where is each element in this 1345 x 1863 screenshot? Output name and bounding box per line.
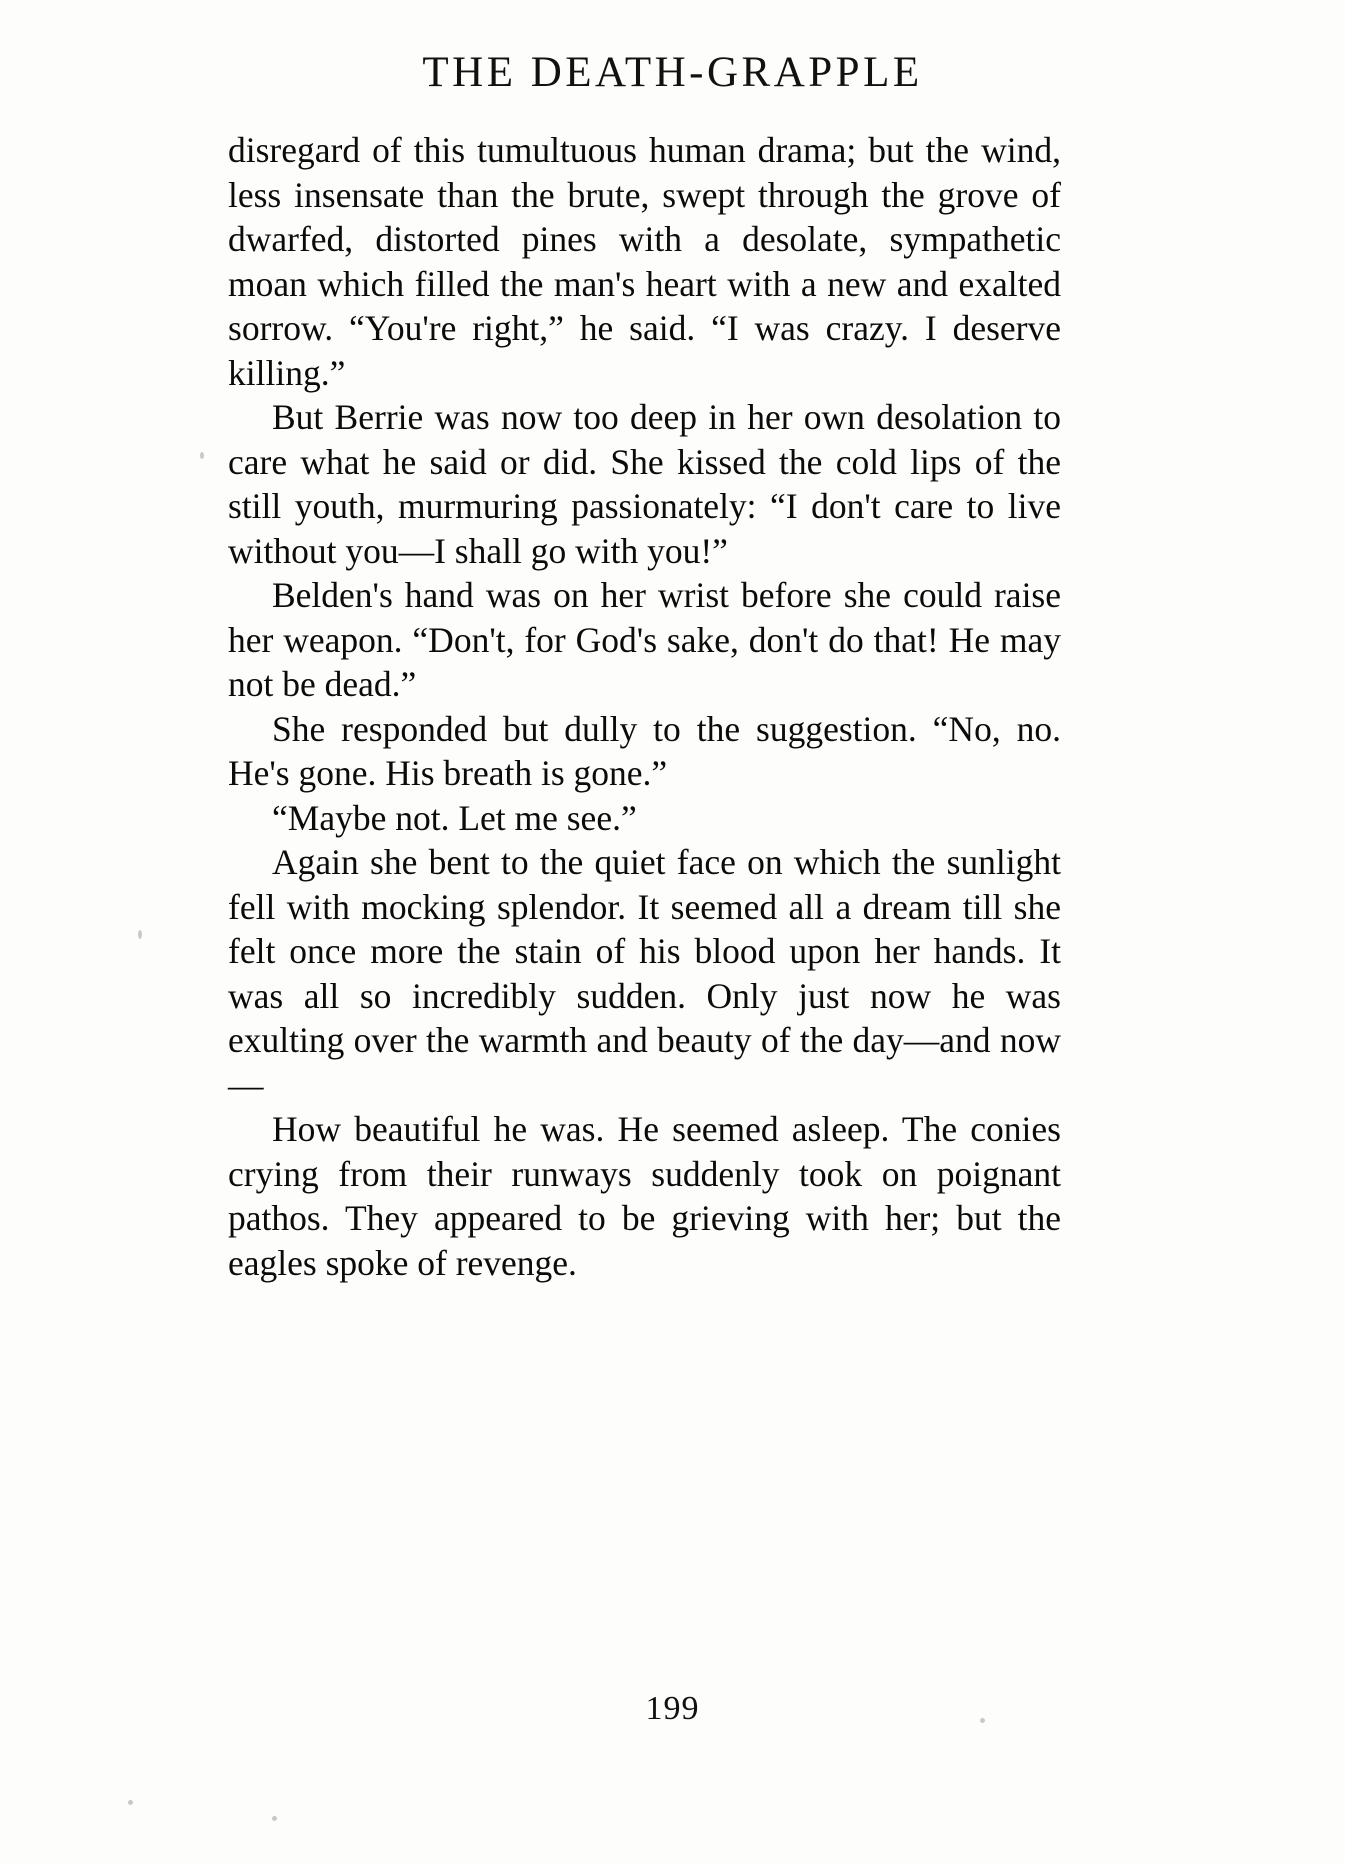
paragraph: How beautiful he was. He seemed asleep. The conies crying from their runways suddenly took on poignant pathos. They appeared to be grieving with her; but the eagles spoke of revenge. bbox=[228, 1109, 1061, 1283]
paragraph: Belden's hand was on her wrist before she could raise her weapon. “Don't, for God's sake, don't do that! He may not be dead.” bbox=[228, 575, 1061, 704]
paragraph: disregard of this tumultuous human drama; but the wind, less insensate than the brute, swept through the grove of dwarfed, distorted pines with a desolate, sympathetic moan which filled the man's heart with a new and exalted sorrow. “You're right,” he said. “I was crazy. I deserve killing.” bbox=[228, 130, 1061, 393]
paragraph: Again she bent to the quiet face on which the sunlight fell with mocking splendor. It seemed all a dream till she felt once more the stain of his blood upon her hands. It was all so incredibly sudden. Only just now he was exulting over the warmth and beauty of the day—and now— bbox=[228, 842, 1061, 1105]
paper-speck-icon bbox=[200, 452, 204, 459]
paper-speck-icon bbox=[128, 1800, 133, 1805]
page-running-head: THE DEATH-GRAPPLE bbox=[422, 49, 923, 96]
paper-speck-icon bbox=[980, 1718, 985, 1723]
paragraph: She responded but dully to the suggestion. “No, no. He's gone. His breath is gone.” bbox=[228, 708, 1061, 793]
paper-speck-icon bbox=[138, 930, 142, 939]
page-number: 199 bbox=[645, 1690, 700, 1727]
paragraph: But Berrie was now too deep in her own desolation to care what he said or did. She kissed the cold lips of the still youth, murmuring passionately: “I don't care to live without you—I shall go with you!” bbox=[228, 397, 1061, 571]
paragraph: “Maybe not. Let me see.” bbox=[272, 797, 637, 838]
paper-speck-icon bbox=[272, 1816, 277, 1821]
page-body-text bbox=[228, 128, 1061, 1285]
